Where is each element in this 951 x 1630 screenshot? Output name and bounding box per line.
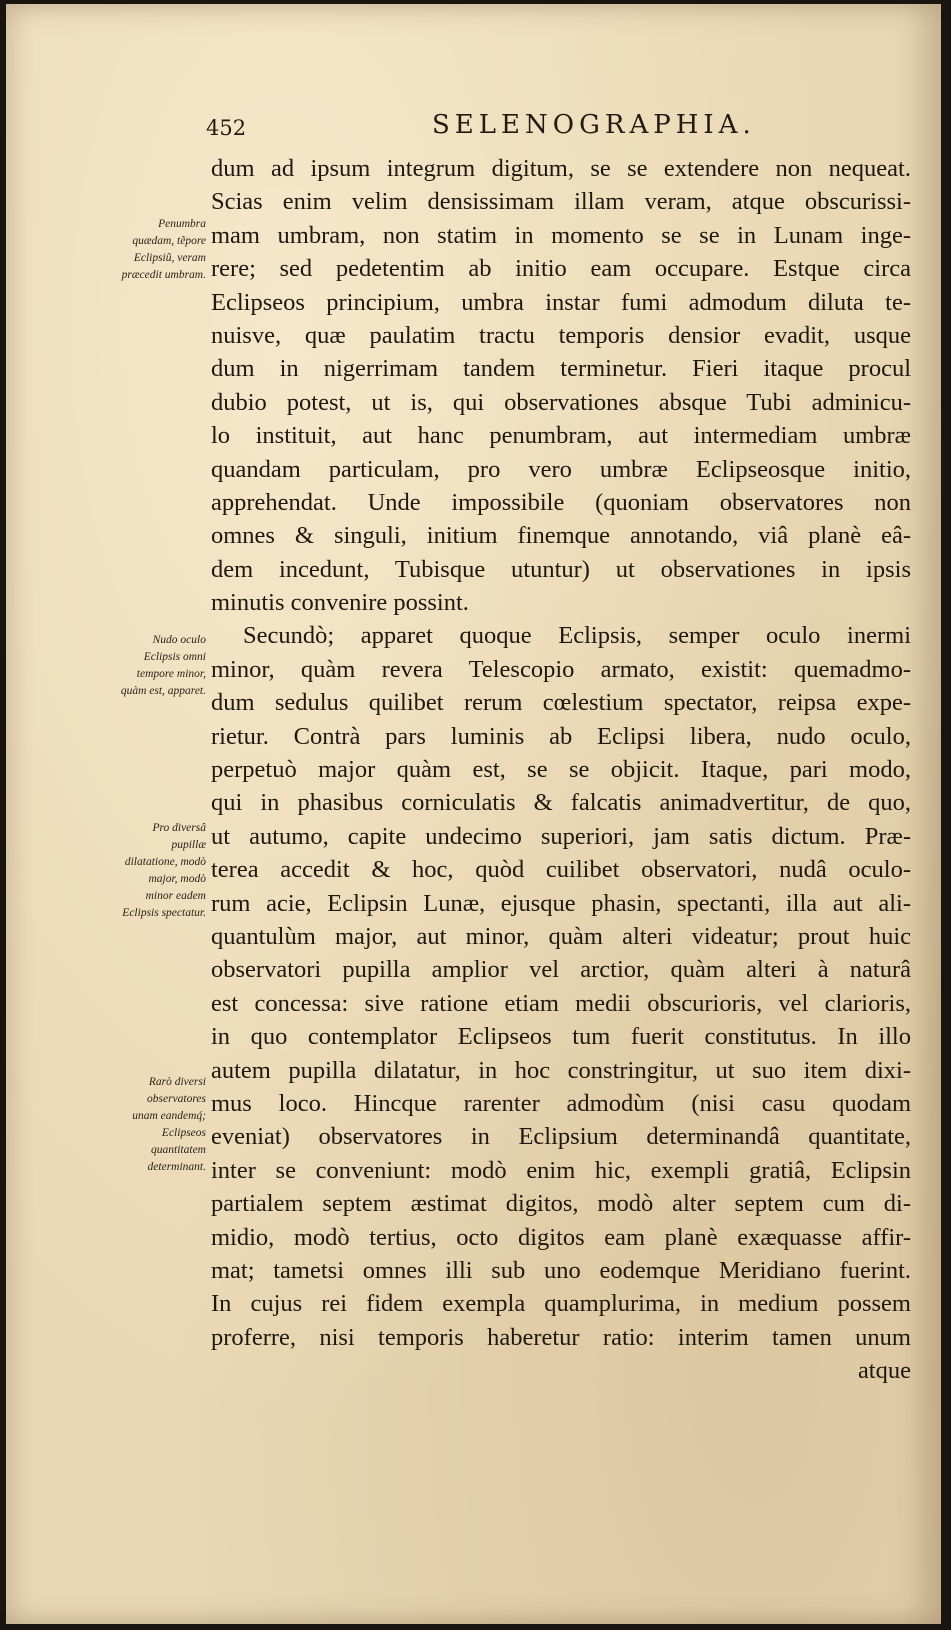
text-line: minor, quàm revera Telescopio armato, existit: quemadmo- — [211, 655, 911, 683]
text-line: inter se conveniunt: modò enim hic, exempli gratiâ, Eclipsin — [211, 1156, 911, 1184]
text-line: perpetuò major quàm est, se se objicit. Itaque, pari modo, — [211, 756, 911, 784]
text-line: ut autumo, capite undecimo superiori, jam satis dictum. Præ- — [211, 822, 911, 850]
text-line: In cujus rei fidem exempla quamplurima, in medium possem — [211, 1290, 911, 1318]
page-number: 452 — [206, 116, 247, 140]
running-title: SELENOGRAPHIA. — [432, 110, 756, 140]
text-line: dum in nigerrimam tandem terminetur. Fieri itaque procul — [211, 355, 911, 383]
text-line: mat; tametsi omnes illi sub uno eodemque Meridiano fuerint. — [211, 1256, 911, 1284]
margin-note: Rarò diversi observatores unam eandemq́; Eclipseos quantitatem determinant. — [132, 1076, 206, 1173]
page-header — [206, 110, 926, 140]
text-line: terea accedit & hoc, quòd cuilibet observatori, nudâ oculo- — [211, 856, 911, 884]
margin-note: Penumbra quædam, tẽpore Eclipsiũ, veram præcedit umbram. — [121, 218, 206, 281]
text-line: dum ad ipsum integrum digitum, se se extendere non nequeat. — [211, 155, 911, 182]
text-line: est concessa: sive ratione etiam medii obscurioris, vel clarioris, — [211, 989, 911, 1017]
text-line: proferre, nisi temporis haberetur ratio: interim tamen unum — [211, 1323, 911, 1351]
text-line: dubio potest, ut is, qui observationes absque Tubi adminicu- — [211, 388, 911, 416]
text-line: autem pupilla dilatatur, in hoc constringitur, ut suo item dixi- — [211, 1056, 911, 1084]
text-line: dem incedunt, Tubisque utuntur) ut observationes in ipsis — [211, 555, 911, 583]
text-line: midio, modò tertius, octo digitos eam planè exæquasse affir- — [211, 1223, 911, 1251]
catchword: atque — [857, 1357, 911, 1385]
text-line: Eclipseos principium, umbra instar fumi admodum diluta te- — [211, 288, 911, 316]
text-line: nuisve, quæ paulatim tractu temporis densior evadit, usque — [211, 321, 911, 349]
text-line: rietur. Contrà pars luminis ab Eclipsi libera, nudo oculo, — [211, 722, 911, 750]
margin-note: Pro diversâ pupillæ dilatatione, modò major, modò minor eadem Eclipsis spectatur. — [122, 822, 206, 919]
text-line: lo instituit, aut hanc penumbram, aut intermediam umbræ — [211, 422, 911, 450]
book-page — [6, 4, 941, 1624]
text-line: omnes & singuli, initium finemque annotando, viâ planè eâ- — [211, 522, 911, 550]
text-line: rum acie, Eclipsin Lunæ, ejusque phasin, spectanti, illa aut ali- — [211, 889, 911, 917]
text-line: mus loco. Hincque rarenter admodùm (nisi casu quodam — [211, 1089, 911, 1117]
body-text — [211, 152, 911, 1387]
margin-note: Nudo oculo Eclipsis omni tempore minor, quàm est, apparet. — [120, 634, 206, 697]
text-line: quandam particulam, pro vero umbræ Eclipseosque initio, — [211, 455, 911, 483]
text-line: Secundò; apparet quoque Eclipsis, semper oculo inermi — [243, 622, 911, 650]
text-line: minutis convenire possint. — [211, 589, 469, 617]
text-line: rere; sed pedetentim ab initio eam occupare. Estque circa — [211, 255, 911, 283]
text-line: mam umbram, non statim in momento se se in Lunam inge- — [211, 221, 911, 249]
text-line: dum sedulus quilibet rerum cœlestium spectator, reipsa expe- — [211, 689, 911, 717]
text-line: eveniat) observatores in Eclipsium determinandâ quantitate, — [211, 1123, 911, 1151]
text-line: in quo contemplator Eclipseos tum fuerit constitutus. In illo — [211, 1023, 911, 1051]
text-line: apprehendat. Unde impossibile (quoniam observatores non — [211, 488, 911, 516]
text-line: Scias enim velim densissimam illam veram, atque obscurissi- — [211, 188, 911, 216]
text-line: qui in phasibus corniculatis & falcatis animadvertitur, de quo, — [211, 789, 911, 817]
text-line: quantulùm major, aut minor, quàm alteri videatur; prout huic — [211, 922, 911, 950]
text-line: partialem septem æstimat digitos, modò alter septem cum di- — [211, 1190, 911, 1218]
text-line: observatori pupilla amplior vel arctior, quàm alteri à naturâ — [211, 956, 911, 984]
